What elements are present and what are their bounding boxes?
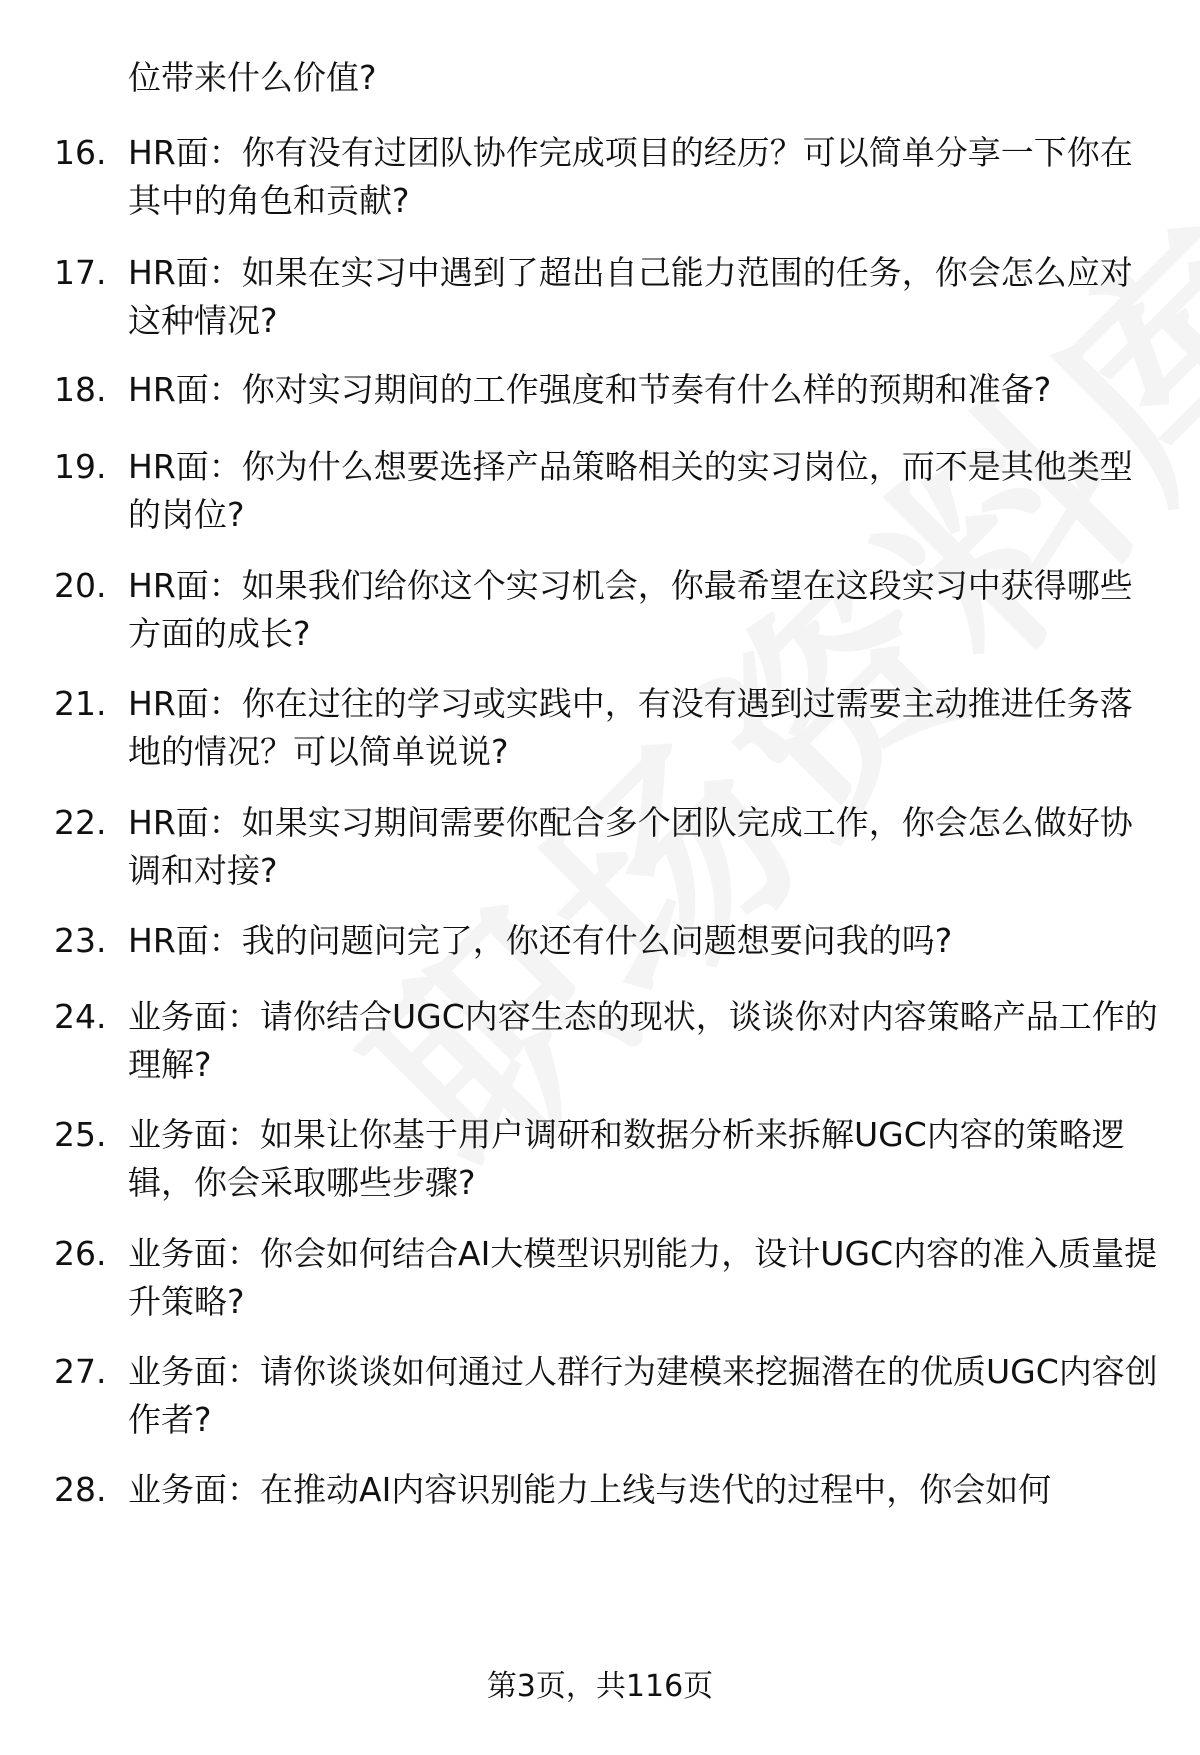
item-text: HR面：我的问题问完了，你还有什么问题想要问我的吗? bbox=[128, 921, 953, 960]
item-number: 28. bbox=[54, 1470, 107, 1509]
item-number: 23. bbox=[54, 921, 107, 960]
item-number: 25. bbox=[54, 1115, 107, 1154]
item-text: HR面：如果在实习中遇到了超出自己能力范围的任务，你会怎么应对这种情况? bbox=[128, 253, 1133, 340]
item-number: 26. bbox=[54, 1234, 107, 1273]
item-number: 22. bbox=[54, 803, 107, 842]
item-number: 16. bbox=[54, 133, 107, 172]
item-text: HR面：如果我们给你这个实习机会，你最希望在这段实习中获得哪些方面的成长? bbox=[128, 566, 1133, 653]
item-number: 21. bbox=[54, 684, 107, 723]
item-text: HR面：如果实习期间需要你配合多个团队完成工作，你会怎么做好协调和对接? bbox=[128, 803, 1133, 890]
item-text: HR面：你有没有过团队协作完成项目的经历？可以简单分享一下你在其中的角色和贡献? bbox=[128, 133, 1133, 220]
item-text: HR面：你在过往的学习或实践中，有没有遇到过需要主动推进任务落地的情况？可以简单说说? bbox=[128, 684, 1133, 771]
item-number: 24. bbox=[54, 997, 107, 1036]
page-footer: 第3页，共116页 bbox=[486, 1669, 714, 1704]
item-text: HR面：你为什么想要选择产品策略相关的实习岗位，而不是其他类型的岗位? bbox=[128, 447, 1133, 534]
item-text: HR面：你对实习期间的工作强度和节奏有什么样的预期和准备? bbox=[128, 370, 1052, 409]
item-number: 20. bbox=[54, 566, 107, 605]
item-number: 19. bbox=[54, 447, 107, 486]
item-text: 位带来什么价值? bbox=[128, 58, 377, 97]
item-text: 业务面：如果让你基于用户调研和数据分析来拆解UGC内容的策略逻辑，你会采取哪些步骤? bbox=[128, 1115, 1125, 1202]
item-number: 18. bbox=[54, 370, 107, 409]
item-text: 业务面：在推动AI内容识别能力上线与迭代的过程中，你会如何 bbox=[128, 1470, 1052, 1509]
item-text: 业务面：你会如何结合AI大模型识别能力，设计UGC内容的准入质量提升策略? bbox=[128, 1234, 1158, 1321]
item-number: 17. bbox=[54, 253, 107, 292]
item-text: 业务面：请你结合UGC内容生态的现状，谈谈你对内容策略产品工作的理解? bbox=[128, 997, 1158, 1084]
item-number: 27. bbox=[54, 1352, 107, 1391]
item-text: 业务面：请你谈谈如何通过人群行为建模来挖掘潜在的优质UGC内容创作者? bbox=[128, 1352, 1158, 1439]
